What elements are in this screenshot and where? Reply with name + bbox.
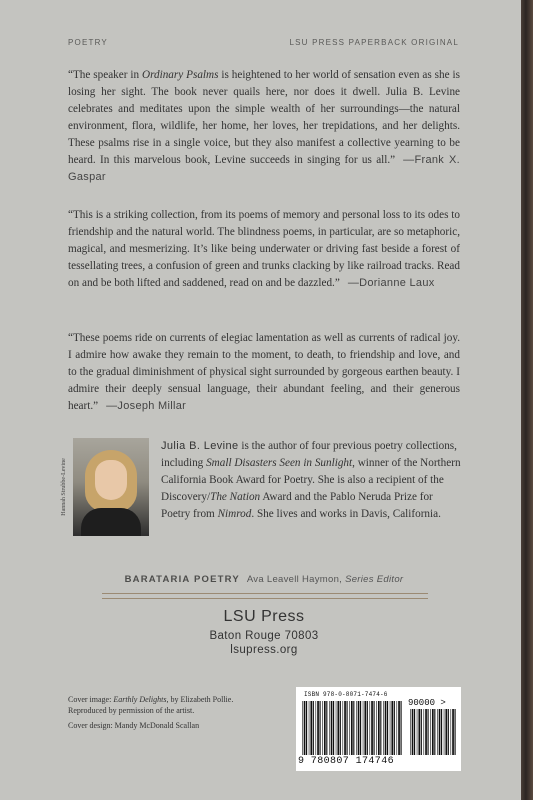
- barcode-bar: [383, 701, 384, 755]
- barcode-bar: [380, 701, 381, 755]
- barcode-bar: [324, 701, 326, 755]
- barcode-bar: [344, 701, 346, 755]
- barcode-bar: [371, 701, 373, 755]
- author-photo: [73, 438, 149, 536]
- barcode-bar: [414, 709, 415, 755]
- barcode-bar: [421, 709, 422, 755]
- barcode-bar: [425, 709, 427, 755]
- barcode-bar: [347, 701, 348, 755]
- barcode-bar: [424, 709, 425, 755]
- bio-title-3: Nimrod: [217, 508, 252, 520]
- barcode-bar: [394, 701, 395, 755]
- barcode-bar: [331, 701, 333, 755]
- barcode-bar: [310, 701, 312, 755]
- photo-shirt: [81, 508, 141, 536]
- barcode-bar: [337, 701, 339, 755]
- barcode-bar: [340, 701, 341, 755]
- barcode-bar: [385, 701, 387, 755]
- series-editor: Ava Leavell Haymon,: [246, 574, 343, 585]
- cover-image-credit: [68, 694, 268, 716]
- divider-rule-bottom: [102, 598, 428, 599]
- barcode-bar: [439, 709, 441, 755]
- barcode-bar: [412, 709, 414, 755]
- format-label: LSU PRESS PAPERBACK ORIGINAL: [289, 38, 459, 47]
- barcode-bar: [367, 701, 368, 755]
- barcode-bar: [309, 701, 310, 755]
- header-line: [68, 38, 459, 47]
- barcode-bar: [316, 701, 317, 755]
- isbn-number: ISBN 978-0-8071-7474-6: [304, 691, 388, 698]
- barcode-bar: [451, 709, 452, 755]
- publisher-block: [68, 608, 460, 656]
- barcode-bar: [343, 701, 344, 755]
- author-bio: [161, 438, 461, 523]
- permission-note: Reproduced by permission of the artist.: [68, 706, 195, 715]
- barcode-bar: [304, 701, 306, 755]
- bio-title-2: The Nation: [210, 491, 261, 503]
- publisher-name: LSU Press: [223, 608, 305, 625]
- ean-digits: 9 780807 174746: [298, 756, 395, 767]
- bio-text-1: is the author of four previous poetry collections, including: [161, 440, 457, 469]
- barcode-bar: [398, 701, 400, 755]
- barcode-main-bars: [302, 701, 404, 755]
- barcode-bar: [322, 701, 323, 755]
- barcode-bar: [432, 709, 434, 755]
- series-line: [68, 574, 460, 585]
- publisher-city: Baton Rouge 70803: [209, 630, 319, 642]
- blurb-1-text-b: is heightened to her world of sensation even as she is losing her sight. The book never quails here, nor does it dwell. Julia B. Levine celebrates and meditates upon the simple wealth of her surroundings—the natural environment, flora, wildlife, her home, her loves, her trepidations, and her delights. These psalms rise in a single voice, but they also manifest a collective yearning to be heard. In this marvelous book, Levine succeeds in singing for us all.”: [68, 69, 460, 166]
- series-imprint: BARATARIA POETRY: [124, 574, 240, 585]
- spine-edge: [521, 0, 533, 800]
- blurb-2: [68, 207, 460, 292]
- barcode-bar: [356, 701, 357, 755]
- barcode-bar: [455, 709, 456, 755]
- divider-rule-top: [102, 593, 428, 594]
- barcode-bar: [364, 701, 366, 755]
- bio-title-1: Small Disasters Seen in Sunlight: [206, 457, 353, 469]
- barcode-bar: [391, 701, 393, 755]
- barcode-bar: [444, 709, 445, 755]
- blurb-1-attribution: —Frank X. Gaspar: [68, 154, 460, 183]
- barcode-bar: [374, 701, 375, 755]
- barcode-bar: [390, 701, 391, 755]
- barcode-bar: [448, 709, 449, 755]
- barcode-bar: [410, 709, 411, 755]
- photo-face: [95, 460, 127, 500]
- blurb-2-attribution: —Dorianne Laux: [347, 277, 435, 289]
- barcode-bar: [333, 701, 334, 755]
- barcode-bar: [358, 701, 360, 755]
- barcode-bar: [417, 709, 418, 755]
- author-name: Julia B. Levine: [161, 440, 239, 452]
- cover-image-title: Earthly Delights: [113, 695, 167, 704]
- cover-image-label: Cover image:: [68, 695, 114, 704]
- blurb-3-text: “These poems ride on currents of elegiac lamentation as well as currents of radical joy. I admire how awake they remain to the moment, to death, to friendship and love, and to the gradual diminishment of physical sight surrounded by gorgeous earthen beauty. I admire their deeply sensual language, their abundant feeling, and their generous heart.”: [68, 332, 460, 412]
- barcode-bar: [351, 701, 353, 755]
- barcode-bar: [336, 701, 337, 755]
- barcode-bar: [329, 701, 330, 755]
- barcode-bar: [452, 709, 454, 755]
- barcode-bar: [445, 709, 447, 755]
- publisher-website: lsupress.org: [230, 644, 298, 656]
- barcode-bar: [434, 709, 435, 755]
- cover-image-artist: , by Elizabeth Pollie.: [166, 695, 234, 704]
- barcode-bar: [360, 701, 361, 755]
- price-code: 90000 >: [408, 698, 446, 708]
- barcode-bar: [387, 701, 388, 755]
- barcode-bar: [363, 701, 364, 755]
- bio-text-2: , winner of the Northern California Book Award for Poetry. She is also a recipient of the Discovery/: [161, 457, 461, 503]
- barcode-bar: [349, 701, 350, 755]
- series-role: Series Editor: [345, 574, 404, 585]
- blurb-3: [68, 330, 460, 415]
- barcode-bar: [418, 709, 420, 755]
- barcode-bar: [428, 709, 429, 755]
- barcode-bar: [370, 701, 371, 755]
- barcode-bar: [430, 709, 431, 755]
- barcode-bar: [397, 701, 398, 755]
- blurb-1-book-title: Ordinary Psalms: [141, 69, 219, 81]
- barcode-bar: [313, 701, 314, 755]
- blurb-1: [68, 67, 460, 186]
- barcode-bar: [320, 701, 321, 755]
- isbn-barcode: [296, 687, 461, 771]
- barcode-bar: [378, 701, 380, 755]
- cover-design-credit: Cover design: Mandy McDonald Scallan: [68, 721, 200, 730]
- blurb-3-attribution: —Joseph Millar: [106, 400, 187, 412]
- barcode-addon-bars: [410, 709, 456, 755]
- blurb-2-text: “This is a striking collection, from its poems of memory and personal loss to its odes to friendship and the natural world. The blindness poems, in particular, are so metaphoric, magical, and mesmerizing. It’s like being underwater or driving fast beside a forest of tessellating trees, a confusion of green and trunks clacking by like railroad tracks. Read on and be both lifted and saddened, read on and be dazzled.”: [68, 209, 460, 289]
- photo-credit: Hannah Strubbe-Levine: [61, 458, 67, 516]
- barcode-bar: [326, 701, 327, 755]
- category-label: POETRY: [68, 38, 108, 47]
- barcode-bar: [437, 709, 438, 755]
- barcode-bar: [302, 701, 303, 755]
- barcode-bar: [317, 701, 319, 755]
- cover-credits: [68, 694, 268, 735]
- barcode-bar: [306, 701, 307, 755]
- bio-text-3: Award and the Pablo Neruda Prize for Poetry from: [161, 491, 433, 520]
- blurb-1-text-a: “The speaker in: [68, 69, 142, 81]
- barcode-bar: [376, 701, 377, 755]
- barcode-bar: [353, 701, 354, 755]
- barcode-bar: [441, 709, 442, 755]
- barcode-bar: [401, 701, 402, 755]
- bio-text-4: . She lives and works in Davis, California.: [251, 508, 441, 520]
